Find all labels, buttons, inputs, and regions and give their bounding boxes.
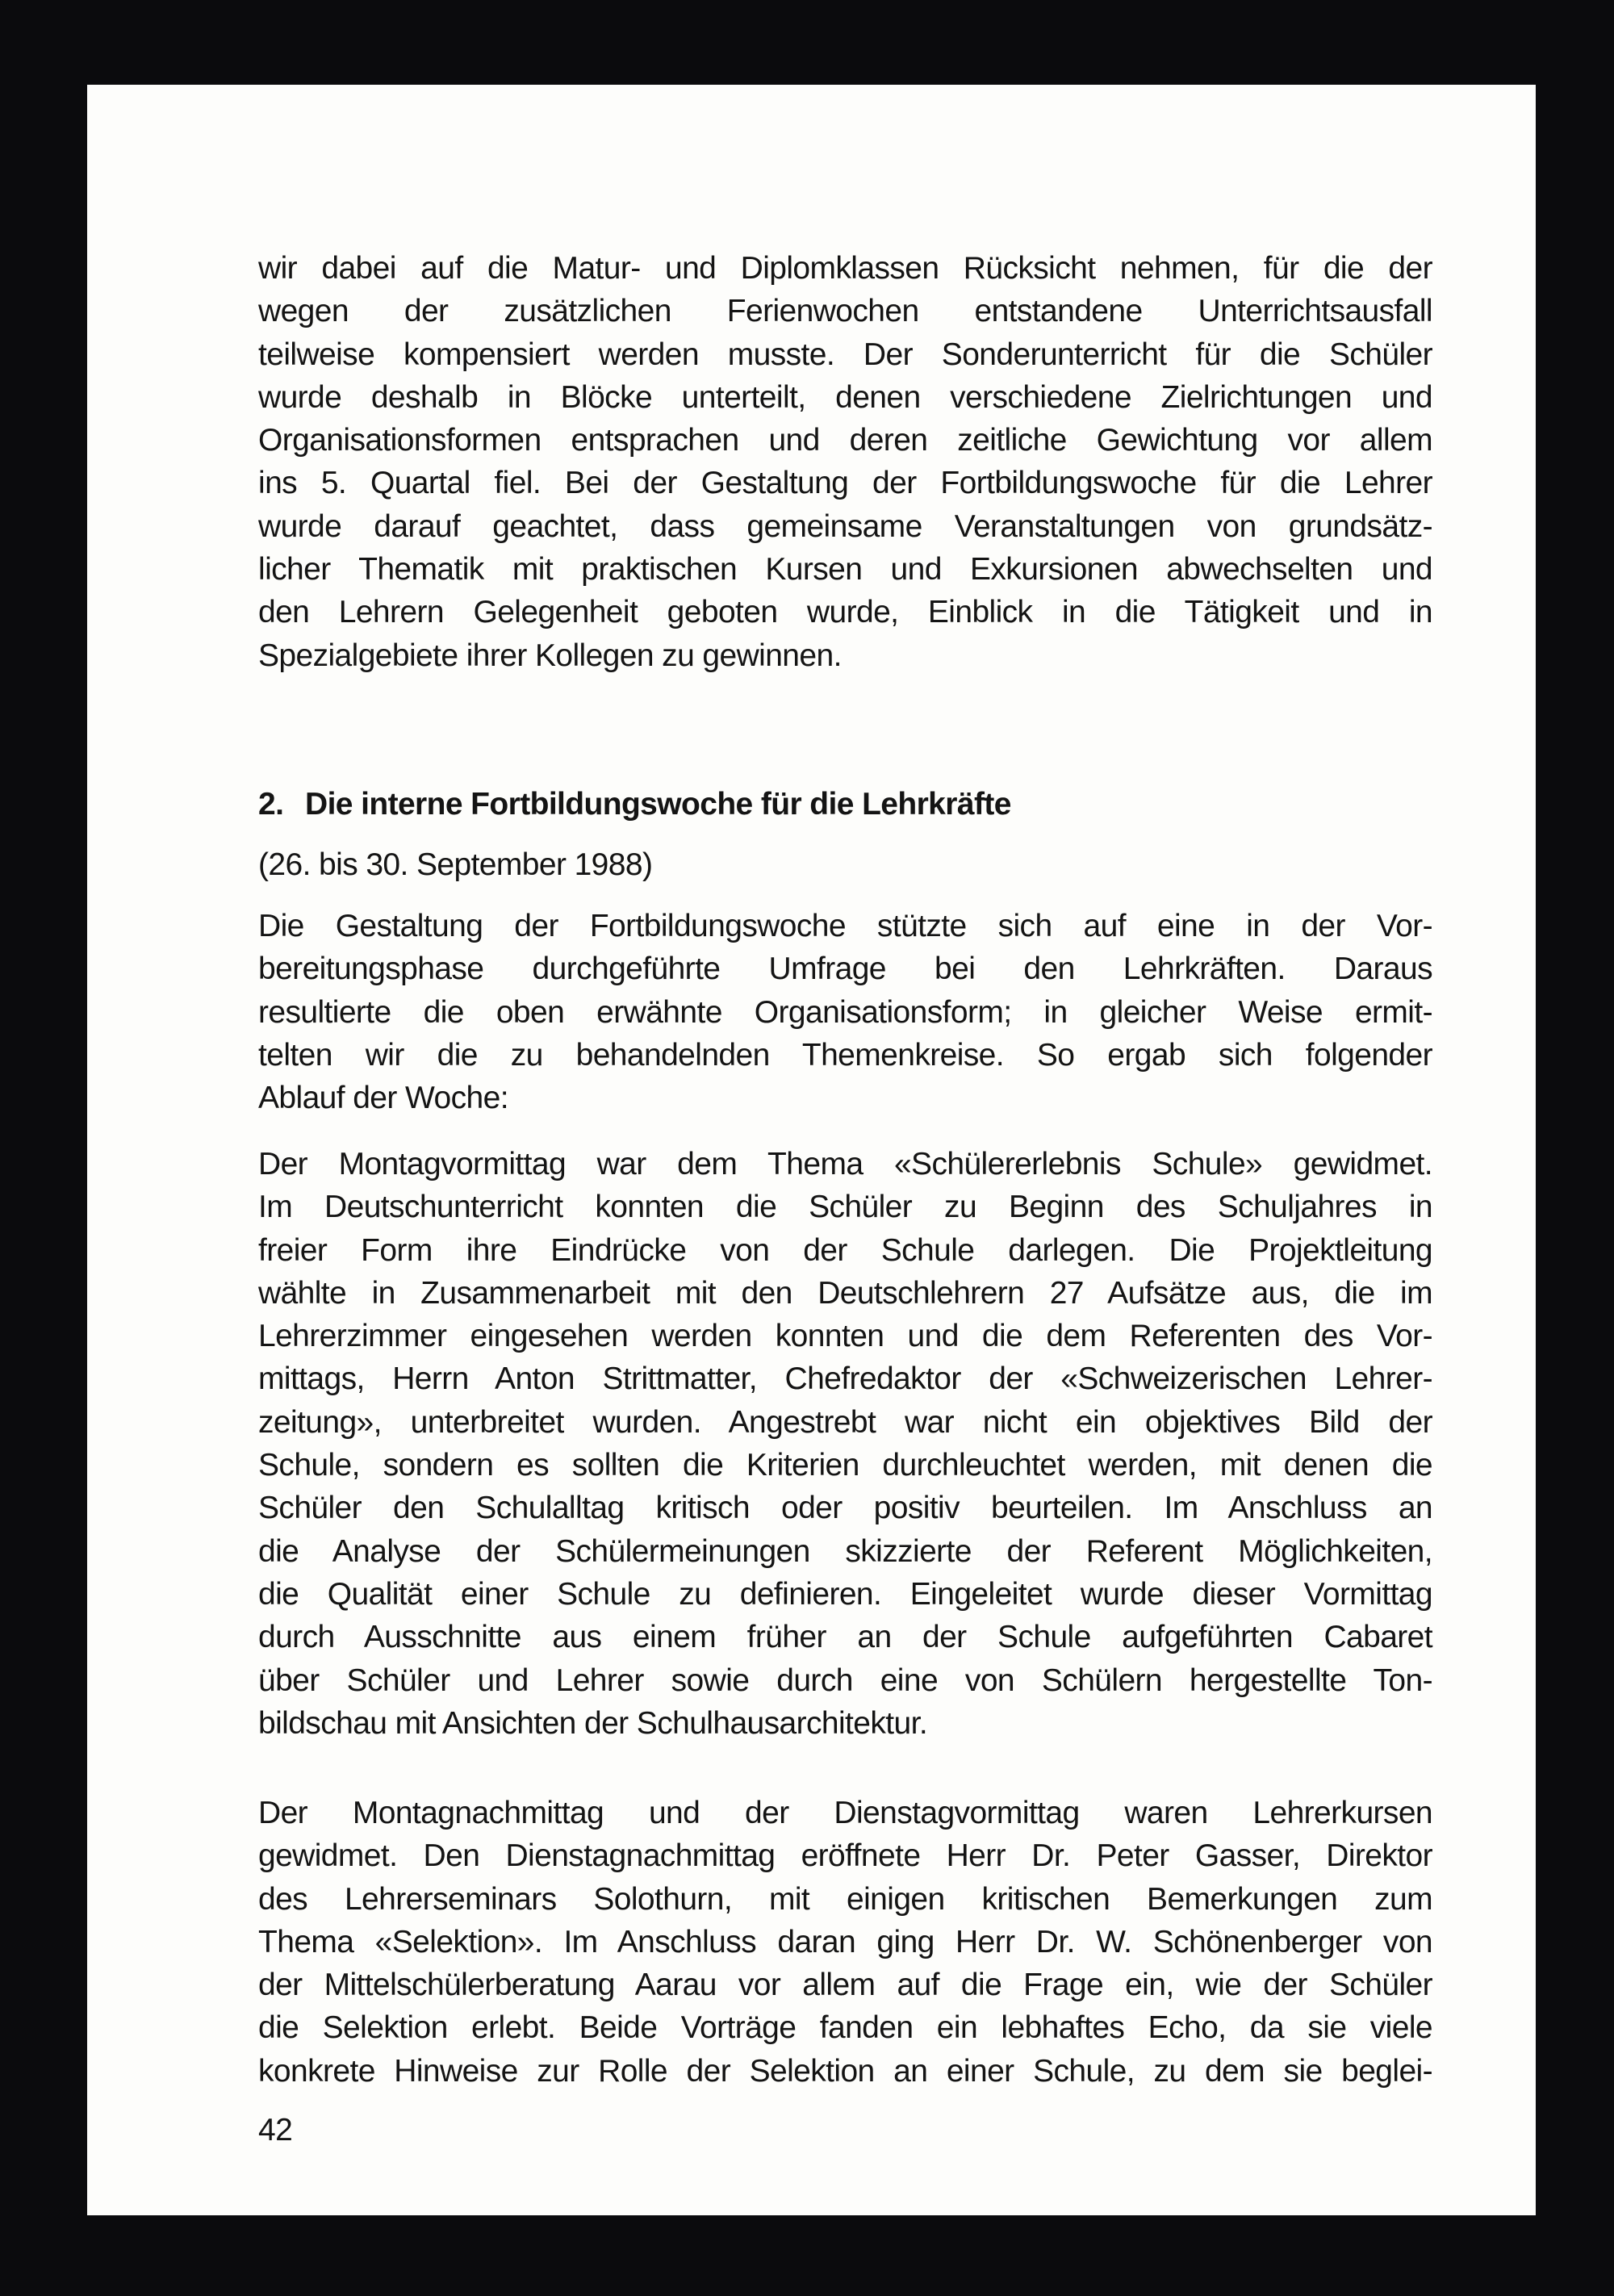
text-line: gewidmet. Den Dienstagnachmittag eröffnete Herr Dr. Peter Gasser, Direktor (258, 1838, 1432, 1874)
text-line: Die Gestaltung der Fortbildungswoche stützte sich auf eine in der Vor- (258, 909, 1432, 943)
text-line: über Schüler und Lehrer sowie durch eine von Schülern hergestellte Ton- (258, 1662, 1432, 1698)
text-line: freier Form ihre Eindrücke von der Schule darlegen. Die Projektleitung (258, 1232, 1432, 1268)
text-line: resultierte die oben erwähnte Organisationsform; in gleicher Weise ermit- (258, 994, 1432, 1030)
text-line: den Lehrern Gelegenheit geboten wurde, Einblick in die Tätigkeit und in (258, 595, 1432, 630)
paragraph-2 (258, 905, 1432, 1119)
text-line: Lehrerzimmer eingesehen werden konnten und die dem Referenten des Vor- (258, 1319, 1432, 1354)
text-line: ins 5. Quartal fiel. Bei der Gestaltung der Fortbildungswoche für die Lehrer (258, 466, 1432, 501)
section-date-text: (26. bis 30. September 1988) (258, 847, 653, 882)
text-line: Organisationsformen entsprachen und deren zeitliche Gewichtung vor allem (258, 423, 1432, 458)
section-title: Die interne Fortbildungswoche für die Lehrkräfte (305, 787, 1011, 822)
paragraph-1 (258, 247, 1432, 677)
text-line: wurde darauf geachtet, dass gemeinsame Veranstaltungen von grundsätz- (258, 508, 1432, 544)
section-date (258, 843, 1432, 886)
text-line: Spezialgebiete ihrer Kollegen zu gewinnen. (258, 638, 842, 673)
text-line: wegen der zusätzlichen Ferienwochen entstandene Unterrichtsausfall (258, 294, 1432, 329)
text-line: wählte in Zusammenarbeit mit den Deutschlehrern 27 Aufsätze aus, die im (258, 1275, 1432, 1311)
text-line: Schüler den Schulalltag kritisch oder positiv beurteilen. Im Anschluss an (258, 1491, 1432, 1526)
text-line: konkrete Hinweise zur Rolle der Selektion an einer Schule, zu dem sie beglei- (258, 2053, 1432, 2089)
text-line: mittags, Herrn Anton Strittmatter, Chefredaktor der «Schweizerischen Lehrer- (258, 1361, 1432, 1397)
text-line: wurde deshalb in Blöcke unterteilt, denen verschiedene Zielrichtungen und (258, 379, 1432, 415)
paragraph-3 (258, 1143, 1432, 1745)
text-line: durch Ausschnitte aus einem früher an der Schule aufgeführten Cabaret (258, 1620, 1432, 1655)
text-line: die Selektion erlebt. Beide Vorträge fanden ein lebhaftes Echo, da sie viele (258, 2010, 1432, 2046)
text-line: die Qualität einer Schule zu definieren. Eingeleitet wurde dieser Vormittag (258, 1576, 1432, 1612)
text-line: telten wir die zu behandelnden Themenkreise. So ergab sich folgender (258, 1037, 1432, 1073)
text-line: Im Deutschunterricht konnten die Schüler zu Beginn des Schuljahres in (258, 1190, 1432, 1225)
text-line: bildschau mit Ansichten der Schulhausarchitektur. (258, 1705, 928, 1741)
page-number-text: 42 (258, 2113, 293, 2148)
text-line: Der Montagnachmittag und der Dienstagvormittag waren Lehrerkursen (258, 1796, 1432, 1830)
page-number (258, 2109, 1432, 2152)
text-line: Der Montagvormittag war dem Thema «Schülererlebnis Schule» gewidmet. (258, 1147, 1432, 1181)
text-line: teilweise kompensiert werden musste. Der Sonderunterricht für die Schüler (258, 337, 1432, 372)
text-line: die Analyse der Schülermeinungen skizzierte der Referent Möglichkeiten, (258, 1533, 1432, 1569)
text-line: der Mittelschülerberatung Aarau vor allem auf die Frage ein, wie der Schüler (258, 1968, 1432, 2003)
text-line: Schule, sondern es sollten die Kriterien durchleuchtet werden, mit denen die (258, 1448, 1432, 1483)
section-heading (258, 783, 1432, 826)
text-line: bereitungsphase durchgeführte Umfrage bei den Lehrkräften. Daraus (258, 951, 1432, 987)
text-line: wir dabei auf die Matur- und Diplomklassen Rücksicht nehmen, für die der (258, 251, 1432, 286)
paragraph-4 (258, 1792, 1432, 2093)
text-line: zeitung», unterbreitet wurden. Angestrebt war nicht ein objektives Bild der (258, 1404, 1432, 1440)
text-line: des Lehrerseminars Solothurn, mit einigen kritischen Bemerkungen zum (258, 1881, 1432, 1917)
text-line: Ablauf der Woche: (258, 1081, 508, 1116)
section-number: 2. (258, 787, 284, 822)
text-line: licher Thematik mit praktischen Kursen und Exkursionen abwechselten und (258, 552, 1432, 588)
text-line: Thema «Selektion». Im Anschluss daran ging Herr Dr. W. Schönenberger von (258, 1924, 1432, 1959)
